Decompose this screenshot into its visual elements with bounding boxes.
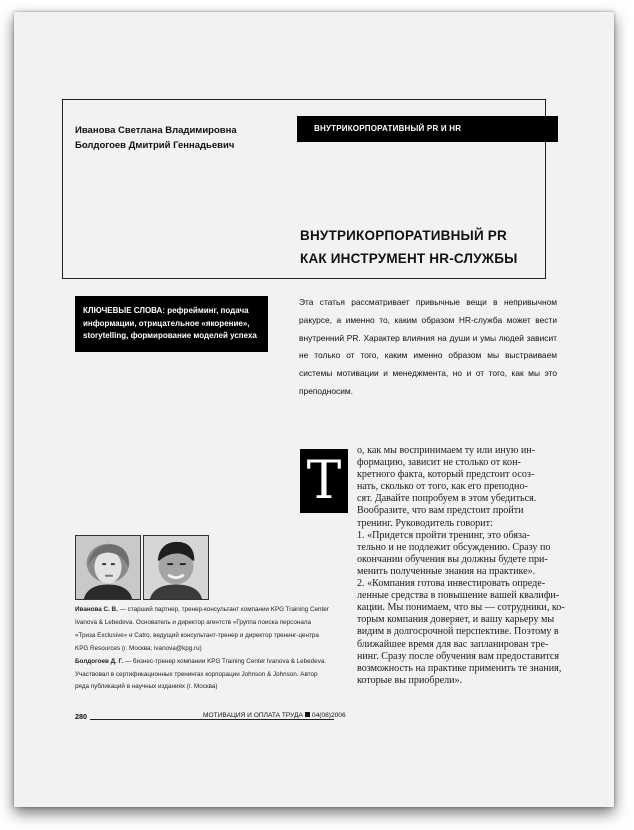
authors (75, 123, 290, 153)
bio-name: Иванова С. В. (75, 606, 118, 613)
journal-name: МОТИВАЦИЯ И ОПЛАТА ТРУДА 04(08)2006 (200, 712, 346, 719)
body-line: тельно и не подлежит обсуждению. Сразу по (357, 541, 551, 553)
square-bullet-icon (305, 712, 310, 717)
author-photo (75, 535, 141, 600)
keywords-box: КЛЮЧЕВЫЕ СЛОВА: рефрейминг, подача информации, отрицательное «якорение», storytelling, формирование моделей успеха (75, 296, 268, 352)
portrait-man-image (144, 536, 208, 599)
author-bios (75, 604, 340, 694)
author-name: Иванова Светлана Владимировна (75, 125, 237, 136)
intro-paragraph: Эта статья рассматривает привычные вещи в непривычном ракурсе, а именно то, каким образом HR-служба может вести внутренний PR. Характер влияния на души и умы людей зависит не только от того, каким именно образом мы выстраиваем системы мотивации и менеджмента, но и от того, как мы это преподносим. (299, 297, 557, 396)
body-line: ленные средства в повышение вашей квалифи- (357, 590, 560, 602)
body-line: возможность на практике применить те знания, (357, 662, 562, 674)
body-line: окончании обучения вы должны будете при- (357, 553, 548, 565)
bio-line: Иванова С. В. — старший партнер, тренер-консультант компании KPG Training Center (75, 606, 329, 613)
bio-name: Болдогоев Д. Г. (75, 657, 124, 665)
author-photo (143, 535, 209, 600)
body-line: видим в долгосрочной перспективе. Поэтому в (357, 626, 559, 638)
bio-line: KPG Resources (г. Москва; ivanova@kpg.ru) (75, 644, 202, 652)
bio-line: «Триза Exclusive» и Catro, ведущий консультант-тренер и директор тренинг-центра (75, 631, 319, 639)
title-line: ВНУТРИКОРПОРАТИВНЫЙ PR (300, 228, 507, 243)
bio-line: Болдогоев Д. Г. — бизнес-тренер компании KPG Training Center Ivanova & Lebedeva. (75, 657, 327, 665)
body-line: формацию, зависит не столько от кон- (357, 457, 521, 469)
article-title (300, 224, 518, 270)
body-line: нать, сколько от того, как его преподно- (357, 481, 528, 493)
body-line: нинг. Сразу после обучения вам предоставится (357, 650, 560, 662)
bio-line: ряда публикаций в научных изданиях (г. Москва) (75, 683, 218, 691)
footer-rule (75, 719, 334, 720)
body-line: 1. «Придется пройти тренинг, это обяза- (357, 529, 530, 541)
drop-cap: Т (300, 449, 348, 513)
body-line: ближайшее время для вас запланирован тре- (357, 638, 549, 650)
body-line: которые вы приобрели». (357, 674, 463, 686)
body-line: Вообразите, что вам предстоит пройти (357, 505, 524, 517)
body-line: 2. «Компания готова инвестировать опреде- (357, 578, 546, 590)
portrait-woman-image (76, 536, 140, 599)
title-line: КАК ИНСТРУМЕНТ HR-СЛУЖБЫ (300, 251, 518, 266)
body-line: кации. Мы понимаем, что вы — сотрудники, ко- (357, 602, 565, 614)
body-line: торым компания доверяет, и вашу карьеру мы (357, 614, 555, 626)
page-number: 280 (75, 712, 90, 721)
rubric-banner: ВНУТРИКОРПОРАТИВНЫЙ PR И HR (297, 116, 558, 142)
body-line: тренинг. Руководитель говорит: (357, 517, 493, 529)
author-name: Болдогоев Дмитрий Геннадьевич (75, 140, 235, 151)
bio-line: Ivanova & Lebedeva. Основатель и директор агентств «Группа поиска персонала (75, 618, 312, 626)
body-line: кретного факта, который предстоит осоз- (357, 469, 535, 481)
body-line: менить полученные знания на практике». (357, 565, 536, 577)
bio-line: Участвовал в сертификационных тренингах корпорации Johnson & Johnson. Автор (75, 670, 318, 678)
body-line: сят. Давайте попробуем в этом убедиться. (357, 493, 537, 505)
body-line: о, как мы воспринимаем ту или иную ин- (357, 445, 536, 456)
